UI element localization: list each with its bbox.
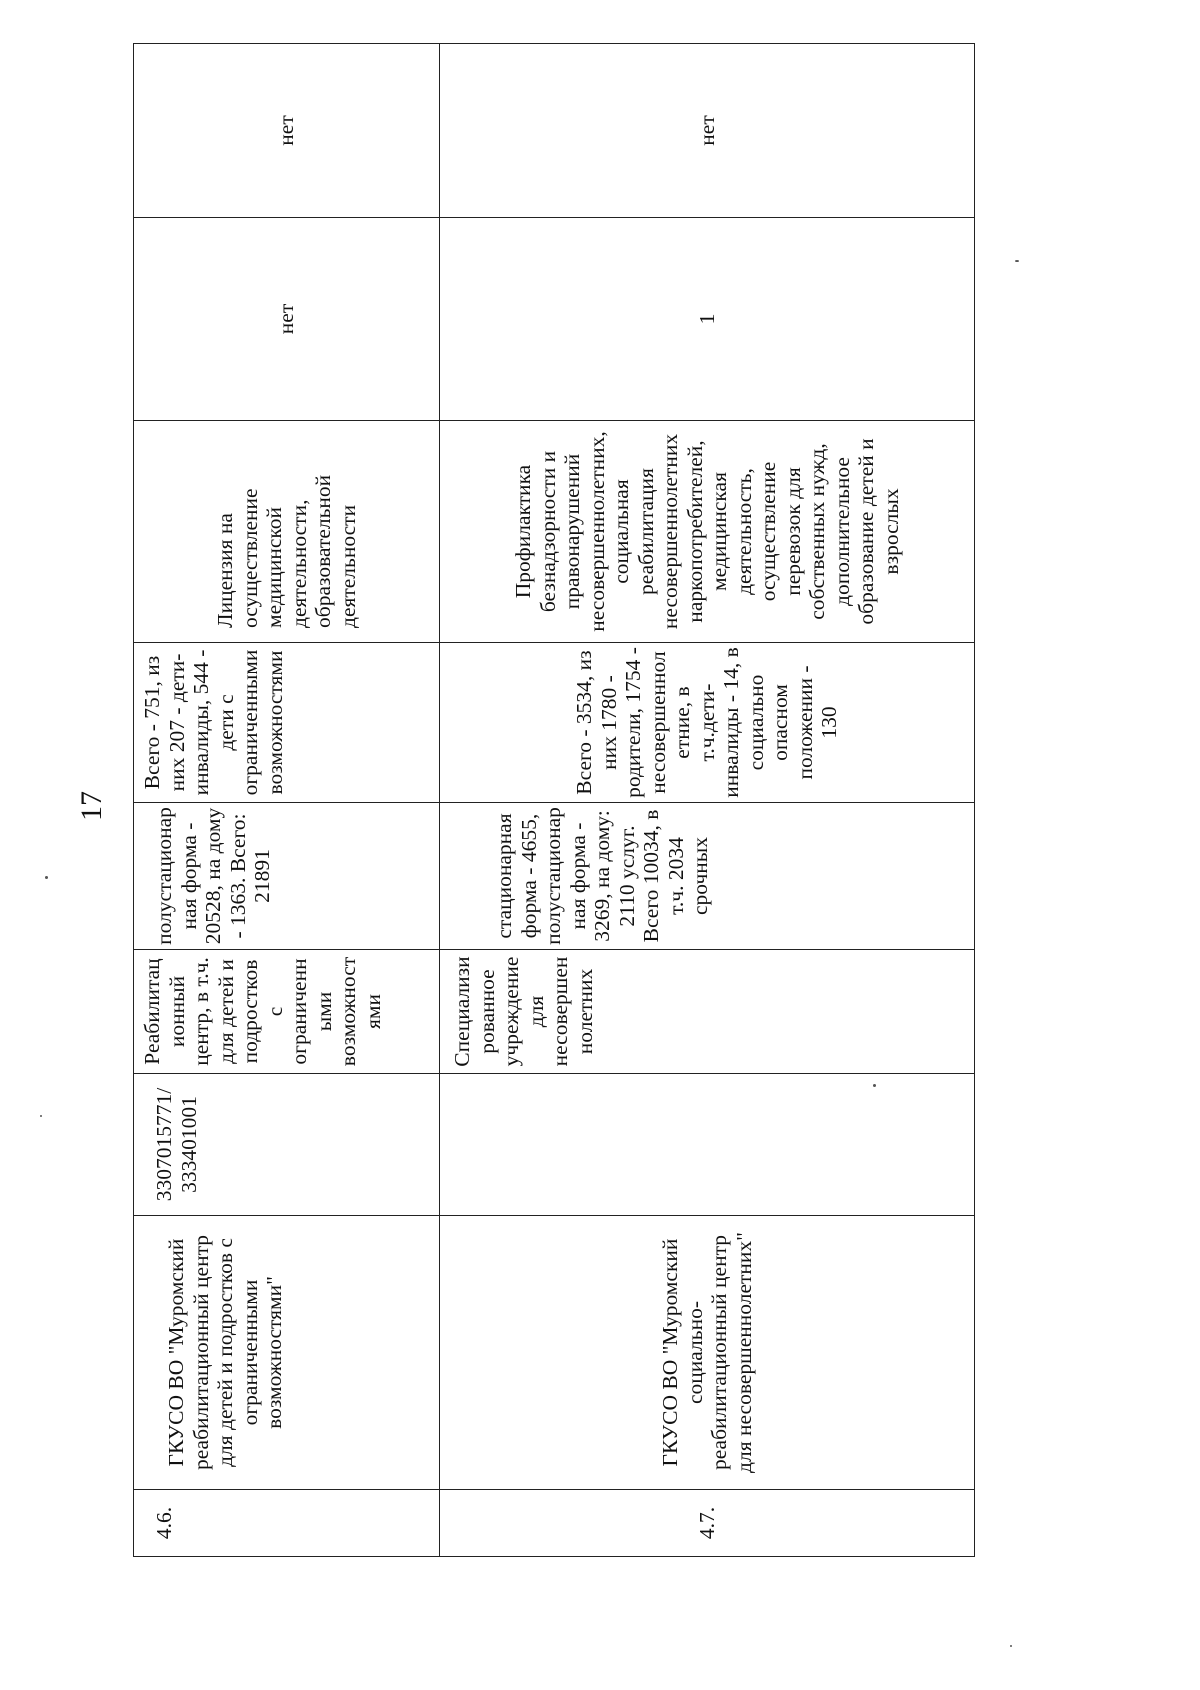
organization-name-cell: ГКУСО ВО "Муромский реабилитационный центр для детей и подростков с ограниченными возможностями" (134, 1216, 440, 1490)
license-cell: Профилактика безнадзорности и правонарушений несовершеннолетних, социальная реабилитация несовершеннолетних наркопотребителей, медицинская деятельность, осуществление перевозок для собственных нужд, дополнительное образование детей и взрослых (440, 421, 975, 643)
column-8-cell: нет (134, 218, 440, 421)
table-row (134, 44, 440, 1557)
service-forms-cell: полустационарная форма - 20528, на дому - 1363. Всего: 21891 (134, 803, 440, 950)
row-number-cell: 4.7. (440, 1490, 975, 1557)
scan-speck (1010, 1645, 1012, 1647)
row-number-cell: 4.6. (134, 1490, 440, 1557)
rotated-table-area (133, 44, 974, 1557)
institution-type-cell: Специализированное учреждение для несовершеннолетних (440, 950, 975, 1074)
service-forms-cell: стационарная форма - 4655, полустационарная форма - 3269, на дому: 2110 услуг. Всего 10034, в т.ч. 2034 срочных (440, 803, 975, 950)
column-8-cell: 1 (440, 218, 975, 421)
organization-name-cell: ГКУСО ВО "Муромский социально-реабилитационный центр для несовершеннолетних" (440, 1216, 975, 1490)
page-number: 17 (75, 791, 108, 821)
inn-kpp-cell (440, 1074, 975, 1216)
clients-count-cell: Всего - 751, из них 207 - дети-инвалиды, 544 - дети с ограниченными возможностями (134, 643, 440, 803)
table-row (440, 44, 975, 1557)
column-9-cell: нет (440, 44, 975, 218)
clients-count-cell: Всего - 3534, из них 1780 - родители, 1754 - несовершеннолетние, в т.ч.дети-инвалиды - 14, в социально опасном положении - 130 (440, 643, 975, 803)
inn-kpp-cell: 3307015771/ 333401001 (134, 1074, 440, 1216)
scan-speck (45, 876, 48, 879)
scan-speck (40, 1115, 42, 1117)
scan-speck (873, 1084, 876, 1087)
scan-speck (1015, 260, 1019, 262)
column-9-cell: нет (134, 44, 440, 218)
license-cell: Лицензия на осуществление медицинской деятельности, образовательной деятельности (134, 421, 440, 643)
institution-type-cell: Реабилитационный центр, в т.ч. для детей и подростков с ограниченными возможностями (134, 950, 440, 1074)
institutions-table (133, 43, 975, 1557)
